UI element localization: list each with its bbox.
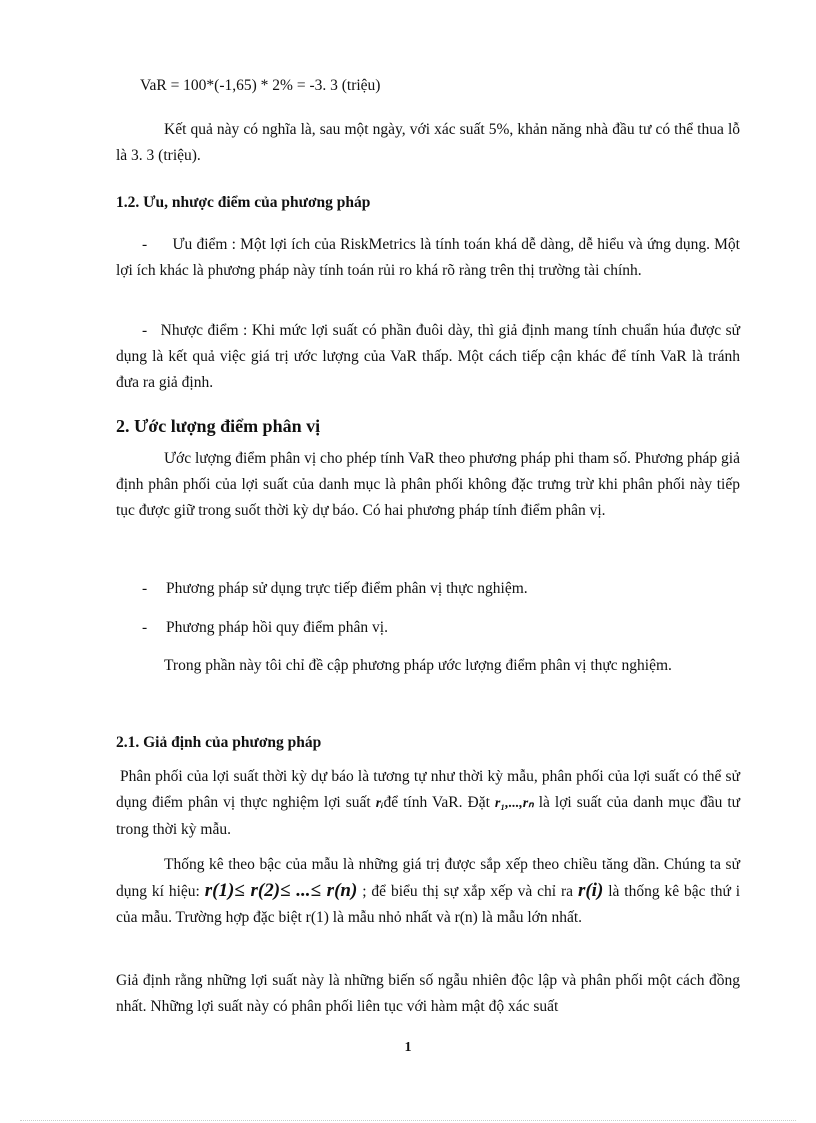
math-r-i: rᵢ <box>375 796 384 811</box>
section-2-closing: Trong phần này tôi chỉ đề cập phương pháp ước lượng điểm phân vị thực nghiệm. <box>164 657 672 674</box>
page-bottom-divider <box>20 1120 796 1121</box>
section-1-2-heading: 1.2. Ưu, nhược điểm của phương pháp <box>116 194 371 211</box>
method-list-item-2 <box>116 615 740 641</box>
method-list-item-1 <box>116 576 740 602</box>
result-paragraph: Kết quả này có nghĩa là, sau một ngày, với xác suất 5%, khản năng nhà đầu tư có thể thua lỗ là 3. 3 (triệu). <box>116 121 740 164</box>
section-2-paragraph: Ước lượng điểm phân vị cho phép tính VaR theo phương pháp phi tham số. Phương pháp giả định phân phối của lợi suất của danh mục là phân phối không đặc trưng trừ khi phân phối này tiếp tục được giữ trong suốt thời kỳ dự báo. Có hai phương pháp tính điểm phân vị. <box>116 450 740 519</box>
var-formula: VaR = 100*(-1,65) * 2% = -3. 3 (triệu) <box>140 77 381 94</box>
assumption-paragraph-3: Giả định rằng những lợi suất này là những biến số ngẫu nhiên độc lập và phân phối một cách đồng nhất. Những lợi suất này có phân phối liên tục với hàm mật độ xác suất <box>116 972 740 1015</box>
math-r-of-i: r(i) <box>577 880 604 901</box>
advantage-bullet <box>116 232 740 284</box>
bullet-dash: - <box>142 580 148 597</box>
section-2-1-heading: 2.1. Giả định của phương pháp <box>116 734 322 751</box>
math-r-range: r₁,...,rₙ <box>494 796 534 811</box>
bullet-dash: - <box>142 619 148 636</box>
math-order-statistics: r(1)≤ r(2)≤ ...≤ r(n) <box>204 880 358 901</box>
method-1-text: Phương pháp sử dụng trực tiếp điểm phân vị thực nghiệm. <box>166 580 528 597</box>
advantage-text: Ưu điểm : Một lợi ích của RiskMetrics là tính toán khá dễ dàng, dễ hiểu và ứng dụng. Một lợi ích khác là phương pháp này tính toán rủi ro khá rõ ràng trên thị trường tài chính. <box>116 236 740 279</box>
disadvantage-bullet <box>116 318 740 396</box>
bullet-dash: - <box>142 236 148 253</box>
method-2-text: Phương pháp hồi quy điểm phân vị. <box>166 619 388 636</box>
page-number: 1 <box>404 1040 412 1055</box>
assumption-paragraph-1: Phân phối của lợi suất thời kỳ dự báo là tương tự như thời kỳ mẫu, phân phối của lợi suất có thể sử dụng điểm phân vị thực nghiệm lợi suất rᵢđể tính VaR. Đặt r₁,...,rₙ là lợi suất của danh mục đầu tư trong thời kỳ mẫu. <box>116 768 741 838</box>
assumption-paragraph-2: Thống kê theo bậc của mẫu là những giá trị được sắp xếp theo chiều tăng dần. Chúng ta sử dụng kí hiệu: r(1)≤ r(2)≤ ...≤ r(n) ; để biểu thị sự xắp xếp và chỉ ra r(i) là thống kê bậc thứ i của mẫu. Trường hợp đặc biệt r(1) là mẫu nhỏ nhất và r(n) là mẫu lớn nhất. <box>116 856 741 926</box>
disadvantage-text: Nhược điểm : Khi mức lợi suất có phần đuôi dày, thì giả định mang tính chuẩn húa được sử dụng là kết quả việc giá trị ước lượng của VaR thấp. Một cách tiếp cận khác để tính VaR là tránh đưa ra giả định. <box>116 322 740 391</box>
bullet-dash: - <box>142 322 148 339</box>
section-2-heading: 2. Ước lượng điểm phân vị <box>116 416 321 436</box>
